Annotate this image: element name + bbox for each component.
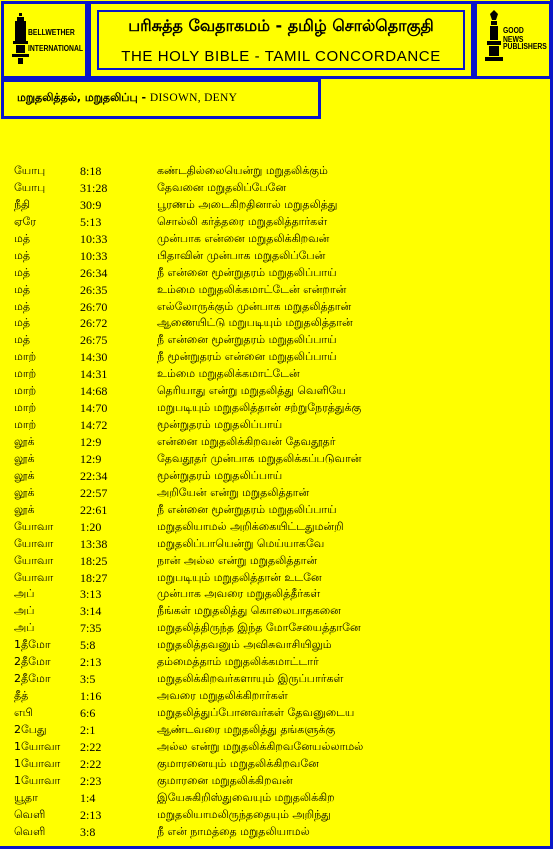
entry-text: தெரியாது என்று மறுதலித்து வெளியே <box>157 384 346 398</box>
entry-text: மறுதலித்தவனும் அவிசுவாசியிலும் <box>157 638 332 652</box>
entry-book: வெளி <box>14 824 46 838</box>
entry-reference: 3:14 <box>80 604 102 619</box>
bell-icon <box>4 4 85 76</box>
title-tamil: பரிசுத்த வேதாகமம் - தமிழ் சொல்தொகுதி <box>128 16 434 35</box>
entry-reference: 2:13 <box>80 655 102 670</box>
entry-text: பூரணம் அடைகிறதினால் மறுதலித்து <box>157 197 338 211</box>
entry-book: மத் <box>14 231 31 245</box>
list-item <box>0 503 553 520</box>
entry-text: ஆணையிட்டு மறுபடியும் மறுதலித்தான் <box>157 316 353 330</box>
entry-text: எல்லோருக்கும் முன்பாக மறுதலித்தான் <box>157 299 352 313</box>
entry-book: மத் <box>14 248 31 262</box>
entry-book: 2தீமோ <box>14 655 51 669</box>
entry-text: தேவதூதர் முன்பாக மறுதலிக்கப்படுவான் <box>157 451 362 465</box>
entry-reference: 1:16 <box>80 689 102 704</box>
entry-text: கண்டதில்லையென்று மறுதலிக்கும் <box>157 164 328 177</box>
entry-book: மத் <box>14 299 31 313</box>
list-item <box>0 316 553 333</box>
entry-book: அப் <box>14 587 35 601</box>
entry-book: மத் <box>14 316 31 330</box>
entry-text: மறுபடியும் மறுதலித்தான் உடனே <box>157 570 322 584</box>
entry-book: லூக் <box>14 502 35 516</box>
entry-book: நீதி <box>14 197 31 211</box>
entry-reference: 18:25 <box>80 553 108 568</box>
entry-book: மாற் <box>14 418 37 432</box>
entry-text: மறுதலிப்பாயென்று மெய்யாகவே <box>157 536 325 550</box>
list-item <box>0 604 553 621</box>
entry-book: எபி <box>14 706 33 719</box>
entry-reference: 14:30 <box>80 350 108 365</box>
entry-text: முன்பாக அவரை மறுதலித்தீர்கள் <box>157 587 321 601</box>
entry-text: ஆண்டவரை மறுதலித்து தங்களுக்கு <box>157 722 336 736</box>
entry-text: மறுதலிக்கிறவர்களாயும் இருப்பார்கள் <box>157 672 344 686</box>
entry-book: லூக் <box>14 451 35 465</box>
list-item <box>0 435 553 452</box>
entry-text: மறுபடியும் மறுதலித்தான் சற்றுநேரத்துக்கு <box>157 401 362 415</box>
list-item <box>0 808 553 825</box>
entry-reference: 2:22 <box>80 739 102 754</box>
entry-book: யோவா <box>14 570 54 584</box>
entry-reference: 26:72 <box>80 316 108 331</box>
list-item <box>0 418 553 435</box>
entry-text: மூன்றுதரம் மறுதலிப்பாய் <box>157 468 283 482</box>
list-item <box>0 520 553 537</box>
entry-reference: 18:27 <box>80 570 108 585</box>
word-heading-box <box>1 79 321 119</box>
entry-book: லூக் <box>14 435 35 448</box>
entry-book: மாற் <box>14 401 37 415</box>
entry-book: தீத் <box>14 689 29 703</box>
list-item <box>0 723 553 740</box>
entry-text: நான் அல்ல என்று மறுதலித்தான் <box>157 553 318 567</box>
entry-book: 1யோவா <box>14 773 61 787</box>
entry-book: வெளி <box>14 807 46 821</box>
list-item <box>0 401 553 418</box>
entry-book: அப் <box>14 621 35 635</box>
entry-text: அல்ல என்று மறுதலிக்கிறவனேயல்லாமல் <box>157 739 364 753</box>
entry-book: யோவா <box>14 553 54 567</box>
list-item <box>0 791 553 808</box>
entry-reference: 14:72 <box>80 418 108 433</box>
entry-reference: 31:28 <box>80 180 108 195</box>
entry-reference: 10:33 <box>80 231 108 246</box>
entry-reference: 2:22 <box>80 756 102 771</box>
list-item <box>0 757 553 774</box>
entry-reference: 3:13 <box>80 587 102 602</box>
entry-reference: 26:34 <box>80 265 108 280</box>
bellwether-logo <box>1 1 88 79</box>
list-item <box>0 655 553 672</box>
list-item <box>0 537 553 554</box>
entry-reference: 5:13 <box>80 214 102 229</box>
entry-book: 2தீமோ <box>14 672 51 686</box>
entry-reference: 3:8 <box>80 824 96 839</box>
entry-reference: 14:68 <box>80 384 108 399</box>
heading-tamil: மறுதலித்தல், மறுதலிப்பு <box>17 91 138 104</box>
entry-text: இயேசுகிறிஸ்துவையும் மறுதலிக்கிற <box>157 790 335 804</box>
entry-book: 1யோவா <box>14 756 61 770</box>
entry-reference: 6:6 <box>80 706 96 720</box>
entry-text: என்னை மறுதலிக்கிறவன் தேவதூதர் <box>157 435 336 448</box>
list-item <box>0 621 553 638</box>
list-item <box>0 283 553 300</box>
entry-book: 1தீமோ <box>14 638 51 652</box>
list-item <box>0 706 553 723</box>
list-item <box>0 181 553 198</box>
entry-text: உம்மை மறுதலிக்கமாட்டேன் <box>157 367 300 381</box>
list-item <box>0 300 553 317</box>
entry-text: நீ என் நாமத்தை மறுதலியாமல் <box>157 824 310 838</box>
entry-reference: 12:9 <box>80 435 102 449</box>
entry-text: தேவனை மறுதலிப்பேனே <box>157 180 287 194</box>
entry-text: குமாரனை மறுதலிக்கிறவன் <box>157 773 293 787</box>
right-logo-line-2: PUBLISHERS <box>503 42 547 51</box>
list-item <box>0 198 553 215</box>
entry-book: மத் <box>14 265 31 279</box>
list-item <box>0 215 553 232</box>
title-english: THE HOLY BIBLE - TAMIL CONCORDANCE <box>121 48 441 65</box>
entry-reference: 2:23 <box>80 773 102 788</box>
entry-book: யூதா <box>14 790 38 804</box>
entry-text: நீங்கள் மறுதலித்து கொலைபாதகனை <box>157 604 341 618</box>
entry-text: நீ மூன்றுதரம் என்னை மறுதலிப்பாய் <box>157 350 337 364</box>
entry-book: யோவா <box>14 536 54 550</box>
entry-text: மறுதலியாமலிருந்ததையும் அறிந்து <box>157 807 331 821</box>
list-item <box>0 164 553 181</box>
entry-reference: 3:5 <box>80 672 96 687</box>
title-banner <box>88 1 474 79</box>
list-item <box>0 350 553 367</box>
list-item <box>0 571 553 588</box>
entry-reference: 26:75 <box>80 333 108 348</box>
list-item <box>0 249 553 266</box>
entry-book: மாற் <box>14 384 37 398</box>
entry-reference: 22:34 <box>80 468 108 483</box>
entry-book: லூக் <box>14 485 35 499</box>
entry-text: நீ என்னை மூன்றுதரம் மறுதலிப்பாய் <box>157 333 337 347</box>
list-item <box>0 554 553 571</box>
list-item <box>0 774 553 791</box>
entry-book: மாற் <box>14 350 37 364</box>
list-item <box>0 384 553 401</box>
list-item <box>0 740 553 757</box>
entry-reference: 13:38 <box>80 536 108 551</box>
entry-reference: 8:18 <box>80 164 102 178</box>
entry-book: யோபு <box>14 164 46 177</box>
entry-book: மத் <box>14 333 31 347</box>
entry-text: உம்மை மறுதலிக்கமாட்டேன் என்றான் <box>157 282 347 296</box>
entry-reference: 26:70 <box>80 299 108 314</box>
left-logo-line-1: BELLWETHER <box>28 28 75 37</box>
entry-reference: 10:33 <box>80 248 108 263</box>
list-item <box>0 266 553 283</box>
heading-separator: - <box>137 91 150 104</box>
entry-book: மத் <box>14 282 31 296</box>
entry-reference: 1:4 <box>80 790 96 805</box>
entry-text: நீ என்னை மூன்றுதரம் மறுதலிப்பாய் <box>157 265 337 279</box>
entry-reference: 1:20 <box>80 519 102 534</box>
good-news-logo <box>474 1 552 79</box>
entry-reference: 2:1 <box>80 722 96 737</box>
entry-text: பிதாவின் முன்பாக மறுதலிப்பேன் <box>157 248 326 262</box>
entry-reference: 14:70 <box>80 401 108 416</box>
entry-book: மாற் <box>14 367 37 381</box>
list-item <box>0 587 553 604</box>
concordance-list <box>0 164 553 842</box>
entry-reference: 2:13 <box>80 807 102 822</box>
entry-reference: 22:57 <box>80 485 108 500</box>
entry-book: யோபு <box>14 180 46 194</box>
entry-text: முன்பாக என்னை மறுதலிக்கிறவன் <box>157 231 330 245</box>
entry-book: அப் <box>14 604 35 618</box>
list-item <box>0 825 553 842</box>
entry-reference: 7:35 <box>80 621 102 636</box>
list-item <box>0 486 553 503</box>
entry-reference: 14:31 <box>80 367 108 382</box>
entry-text: அறியேன் என்று மறுதலித்தான் <box>157 485 310 499</box>
entry-text: மறுதலியாமல் அறிக்கையிட்டதுமன்றி <box>157 519 344 533</box>
entry-text: அவரை மறுதலிக்கிறார்கள் <box>157 689 288 703</box>
entry-reference: 30:9 <box>80 197 102 212</box>
list-item <box>0 672 553 689</box>
entry-book: 2பேது <box>14 722 47 736</box>
entry-reference: 12:9 <box>80 451 102 466</box>
list-item <box>0 689 553 706</box>
list-item <box>0 638 553 655</box>
entry-book: யோவா <box>14 519 54 533</box>
list-item <box>0 367 553 384</box>
entry-text: மூன்றுதரம் மறுதலிப்பாய் <box>157 418 283 432</box>
entry-text: சொல்லி கர்த்தரை மறுதலித்தார்கள் <box>157 214 328 228</box>
heading-english: DISOWN, DENY <box>149 92 238 104</box>
entry-reference: 22:61 <box>80 502 108 517</box>
list-item <box>0 452 553 469</box>
entry-text: தம்மைத்தாம் மறுதலிக்கமாட்டார் <box>157 655 319 669</box>
entry-reference: 26:35 <box>80 282 108 297</box>
entry-text: குமாரனையும் மறுதலிக்கிறவனே <box>157 756 319 770</box>
list-item <box>0 333 553 350</box>
entry-text: மறுதலித்திருந்த இந்த மோசேயைத்தானே <box>157 621 361 635</box>
list-item <box>0 469 553 486</box>
entry-book: லூக் <box>14 468 35 482</box>
entry-text: மறுதலித்துப்போனவர்கள் தேவனுடைய <box>157 706 355 719</box>
entry-book: 1யோவா <box>14 739 61 753</box>
list-item <box>0 232 553 249</box>
right-logo-line-1: GOOD NEWS <box>503 26 524 44</box>
word-heading <box>17 91 237 106</box>
entry-book: ஏரே <box>14 214 37 228</box>
entry-text: நீ என்னை மூன்றுதரம் மறுதலிப்பாய் <box>157 502 337 516</box>
left-logo-line-2: INTERNATIONAL <box>28 44 84 53</box>
entry-reference: 5:8 <box>80 638 96 653</box>
